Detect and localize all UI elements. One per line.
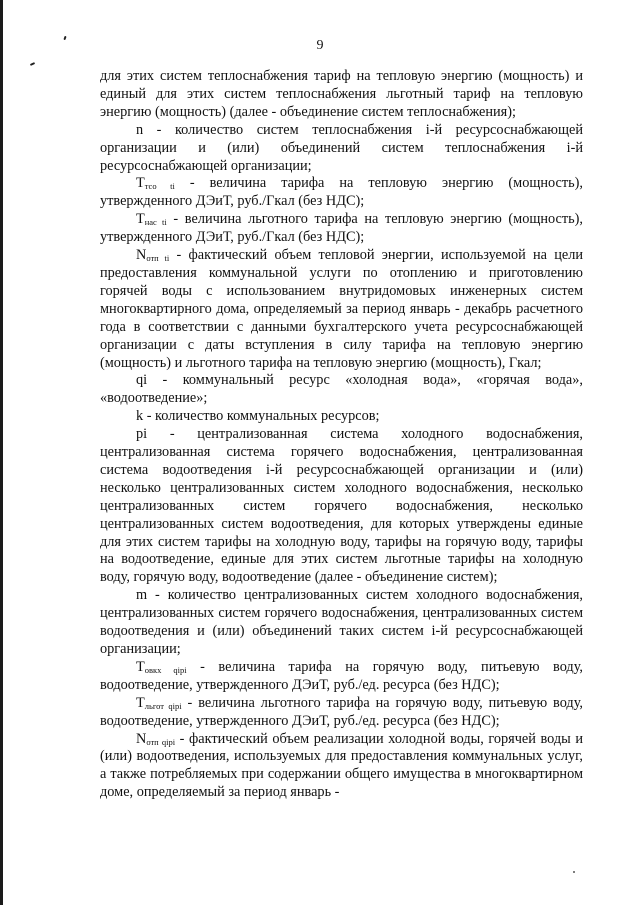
formula-symbol: N <box>136 247 147 264</box>
paragraph-continuation <box>100 68 583 122</box>
scan-speck <box>30 62 35 66</box>
paragraph-text: - фактический объем реализации холодной воды, горячей воды и (или) водоотведения, используемых для предоставления коммунальных услуг, а также потребляемых при содержании общего имущества в многоквартирном доме, определяемый за период январь - <box>100 730 584 801</box>
paragraph-text: qi - коммунальный ресурс «холодная вода», «горячая вода», «водоотведение»; <box>100 372 583 407</box>
formula-subscript: нас ti <box>144 217 167 228</box>
definition-t-nas <box>100 211 583 247</box>
paragraph-text: - величина тарифа на тепловую энергию (мощность), утвержденного ДЭиТ, руб./Гкал (без НДС); <box>100 175 583 210</box>
definition-m <box>100 587 583 659</box>
definition-t-ovkh <box>100 659 583 695</box>
paragraph-text: - величина льготного тарифа на горячую воду, питьевую воду, водоотведение, утвержденного ДЭиТ, руб./ед. ресурса (без НДС); <box>100 694 583 729</box>
formula-subscript: отп qipi <box>146 736 176 747</box>
scan-edge-bar <box>0 0 3 905</box>
formula-symbol: Т <box>136 694 145 711</box>
formula-symbol: Т <box>136 658 145 675</box>
definition-n-otp-ti <box>100 247 583 372</box>
definition-k <box>100 408 583 426</box>
paragraph-text: k - количество коммунальных ресурсов; <box>136 408 380 425</box>
definition-n <box>100 122 583 176</box>
paragraph-text: - фактический объем тепловой энергии, используемой на цели предоставления коммунальной услуги по отоплению и приготовлению горячей воды с использованием внутридомовых инженерных систем многоквартирного дома, определяемый за период январь - декабрь расчетного года в соответствии с данными бухгалтерского учета ресурсоснабжающей организации с даты вступления в силу тарифа на тепловую энергию (мощность) и льготного тарифа на тепловую энергию (мощность), Гкал; <box>100 247 583 371</box>
scan-speck <box>573 871 575 873</box>
formula-subscript: овкх qipi <box>144 664 187 675</box>
formula-symbol: N <box>136 730 147 747</box>
paragraph-text: n - количество систем теплоснабжения i-й ресурсоснабжающей организации и (или) объединений систем теплоснабжения i-й ресурсоснабжающей организации; <box>100 121 583 174</box>
paragraph-text: pi - централизованная система холодного водоснабжения, централизованная система горячего водоснабжения, централизованная система водоотведения i-й ресурсоснабжающей организации и (или) несколько централизованных систем холодного водоснабжения, несколько централизованных систем горячего водоснабжения, несколько централизованных систем водоотведения, для которых утверждены единые для этих систем тарифы на холодную воду, тарифы на горячую воду, тарифы на водоотведение, единые для этих систем льготные тарифы на холодную воду, горячую воду, водоотведение (далее - объединение систем); <box>100 426 583 586</box>
page-number: 9 <box>316 38 324 53</box>
formula-subscript: льгот qipi <box>144 700 182 711</box>
formula-subscript: тсо ti <box>144 181 175 192</box>
paragraph-text: для этих систем теплоснабжения тариф на тепловую энергию (мощность) и единый для этих систем теплоснабжения льготный тариф на тепловую энергию (мощность) (далее - объединение систем теплоснабжения); <box>100 68 583 120</box>
definition-n-otp-qipi <box>100 731 583 803</box>
definition-t-lgot <box>100 695 583 731</box>
paragraph-text: m - количество централизованных систем холодного водоснабжения, централизованных систем горячего водоснабжения, централизованных систем водоотведения и (или) объединений таких систем i-й ресурсоснабжающей организации; <box>100 587 583 657</box>
formula-symbol: Т <box>136 211 145 228</box>
definition-pi <box>100 426 583 587</box>
formula-subscript: отп ti <box>146 253 170 264</box>
definition-qi <box>100 372 583 408</box>
formula-symbol: Т <box>136 175 145 192</box>
definition-t-tso <box>100 175 583 211</box>
paragraph-text: - величина льготного тарифа на тепловую энергию (мощность), утвержденного ДЭиТ, руб./Гкал (без НДС); <box>100 211 583 246</box>
document-body <box>100 68 583 802</box>
paragraph-text: - величина тарифа на горячую воду, питьевую воду, водоотведение, утвержденного ДЭиТ, руб./ед. ресурса (без НДС); <box>100 658 583 693</box>
